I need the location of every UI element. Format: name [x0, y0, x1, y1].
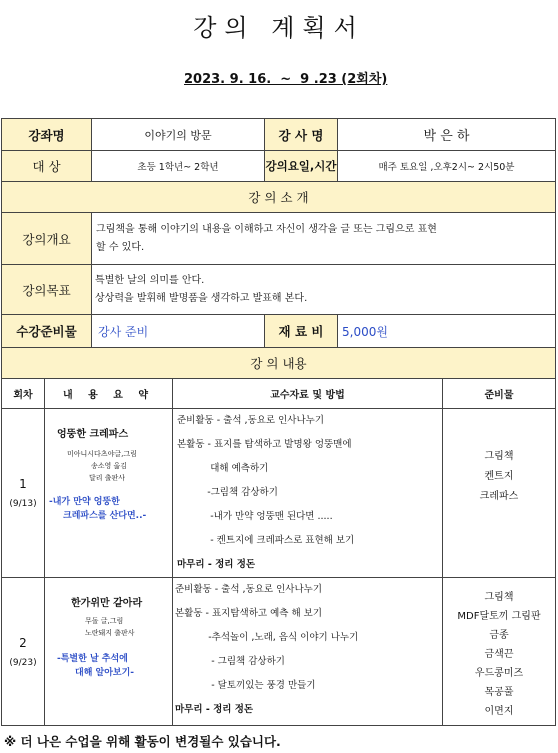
goal-line-1: 특별한 날의 의미를 안다. — [95, 274, 205, 286]
method-line: 마무리 - 정리 정돈 — [177, 559, 256, 570]
course-value: 이야기의 방문 — [92, 119, 265, 151]
theme-line-2: 크레파스를 산다면..- — [63, 510, 147, 521]
col-session: 회차 — [2, 379, 45, 409]
book-title: 엉뚱한 크레파스 — [57, 429, 129, 440]
overview-text — [92, 213, 556, 265]
session-row — [2, 409, 556, 578]
method-line: - 달토끼있는 풍경 만들기 — [175, 680, 316, 691]
col-materials: 준비물 — [443, 379, 556, 409]
session-date: (9/13) — [9, 499, 37, 509]
content-table — [1, 347, 556, 726]
method-line: - 그림책 감상하기 — [175, 656, 285, 667]
prep-label: 수강준비물 — [2, 315, 92, 348]
material-item: 그림책 — [484, 592, 514, 603]
book-author: 무돌 글,그림 — [85, 617, 124, 625]
page-title: 강의 계획서 — [193, 14, 365, 42]
material-item: 크레파스 — [479, 491, 519, 502]
info-table — [1, 118, 556, 182]
method-line: 본활동 - 표지탐색하고 예측 해 보기 — [175, 608, 323, 619]
lecturer-label: 강 사 명 — [265, 119, 338, 151]
target-value: 초등 1학년~ 2학년 — [92, 151, 265, 182]
target-label: 대 상 — [2, 151, 92, 182]
goal-line-2: 상상력을 발휘해 발명품을 생각하고 발표해 본다. — [95, 292, 308, 304]
material-item: 그림책 — [484, 451, 514, 462]
book-translator: 송소영 옮김 — [91, 462, 128, 470]
schedule-value: 매주 토요일 ,오후2시~ 2시50분 — [338, 151, 556, 182]
col-method: 교수자료 및 방법 — [173, 379, 443, 409]
session-date: (9/23) — [9, 657, 37, 668]
session-number: 1 — [19, 477, 27, 491]
period-range: 2023. 9. 16. ~ 9 .23 (2회차) — [184, 72, 388, 87]
method-line: -추석놀이 ,노래, 음식 이야기 나누기 — [175, 632, 359, 643]
material-item: 우드콩미즈 — [474, 668, 524, 679]
session-cell — [2, 409, 45, 578]
overview-line-1: 그림책을 통해 이야기의 내용을 이해하고 자신이 생각을 글 또는 그림으로 표현 — [96, 223, 437, 235]
theme-line-1: -특별한 날 추석에 — [57, 654, 128, 664]
lecturer-value: 박 은 하 — [338, 119, 556, 151]
material-item: 이면지 — [484, 706, 514, 717]
book-author: 미아니시다츠야글,그림 — [67, 450, 137, 458]
intro-heading: 강 의 소 개 — [2, 182, 556, 213]
session-cell — [2, 578, 45, 726]
plan-table — [1, 118, 556, 726]
method-line: 본활동 - 표지를 탐색하고 발명왕 엉뚱맨에 — [177, 439, 352, 450]
material-item: 목공풀 — [484, 687, 514, 698]
goal-text — [92, 265, 556, 315]
theme-line-2: 대해 알아보기- — [75, 667, 135, 678]
material-item: 켄트지 — [484, 471, 514, 482]
book-publisher: 달리 출판사 — [89, 474, 126, 482]
fee-value: 5,000원 — [338, 315, 556, 348]
materials-cell — [443, 409, 556, 578]
summary-cell — [45, 578, 173, 726]
session-row — [2, 578, 556, 726]
method-line: 준비활동 - 출석 ,동요로 인사나누기 — [177, 415, 325, 426]
method-line: -내가 만약 엉뚱맨 된다면 ..... — [177, 511, 333, 522]
material-item: MDF달토끼 그림판 — [457, 611, 541, 622]
materials-cell — [443, 578, 556, 726]
method-line: 준비활동 - 출석 ,동요로 인사나누기 — [175, 584, 323, 595]
method-line: - 켄트지에 크레파스로 표현해 보기 — [177, 535, 355, 546]
fee-label: 재 료 비 — [265, 315, 338, 348]
col-summary: 내 용 요 약 — [45, 379, 173, 409]
book-title: 한가위만 같아라 — [71, 598, 143, 609]
method-line: 마무리 - 정리 정돈 — [175, 704, 254, 715]
goal-label: 강의목표 — [2, 265, 92, 315]
footer-note: ※ 더 나은 수업을 위해 활동이 변경될수 있습니다. — [4, 734, 281, 749]
method-line: -그림책 감상하기 — [177, 487, 278, 498]
method-line: 대해 예측하기 — [177, 463, 269, 474]
material-item: 금종 — [489, 630, 509, 641]
summary-cell — [45, 409, 173, 578]
theme-line-1: -내가 만약 엉뚱한 — [49, 497, 120, 507]
method-cell — [173, 409, 443, 578]
content-heading: 강 의 내용 — [2, 348, 556, 379]
book-publisher: 노란돼지 출판사 — [85, 629, 135, 637]
prep-value: 강사 준비 — [92, 315, 265, 348]
method-cell — [173, 578, 443, 726]
overview-label: 강의개요 — [2, 213, 92, 265]
session-number: 2 — [19, 635, 27, 650]
overview-line-2: 할 수 있다. — [96, 241, 145, 253]
course-label: 강좌명 — [2, 119, 92, 151]
intro-table — [1, 181, 556, 348]
material-item: 금색끈 — [484, 649, 514, 660]
schedule-label: 강의요일,시간 — [265, 151, 338, 182]
